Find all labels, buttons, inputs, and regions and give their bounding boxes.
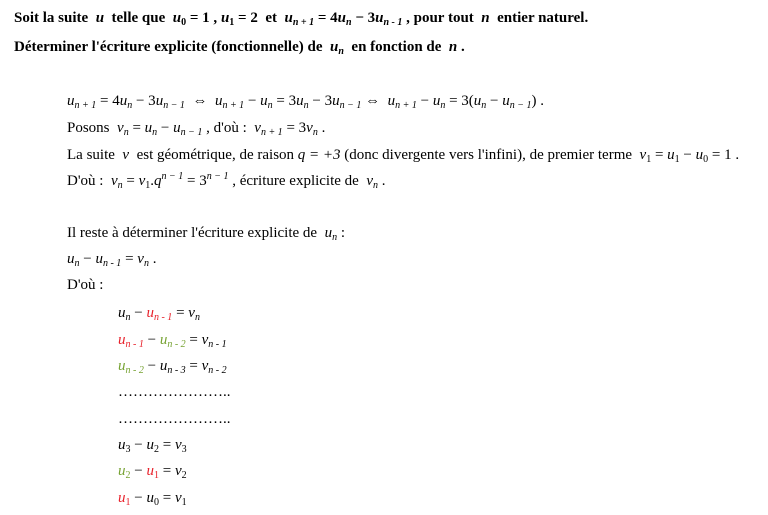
- difference-line: $u_n - u_{n - 1} = v_n$ .: [67, 251, 157, 269]
- dou-label: D'où :: [67, 277, 104, 293]
- telescope-row-4: $u_3 - u_2 = v_3$: [118, 437, 187, 455]
- question-line: Déterminer l'écriture explicite (fonctionnelle) de $u_n$ en fonction de n .: [14, 39, 465, 57]
- posons-line: Posons $v_n = u_n - u_{n - 1}$ , d'où : $v_{n + 1} = 3v_n$ .: [67, 120, 326, 138]
- telescope-row-5: $u_2 - u_1 = v_2$: [118, 463, 187, 481]
- dots-row-1: …………………..: [118, 384, 231, 400]
- geometric-line: La suite v est géométrique, de raison q = +3 (donc divergente vers l'infini), de premier terme $v_1 = u_1 - u_0 = 1$ .: [67, 147, 740, 165]
- explicit-vn-line: D'où : $v_n = v_1.q^{n - 1} = 3^{n - 1}$ , écriture explicite de $v_n$ .: [67, 171, 386, 191]
- telescope-row-3: $u_{n - 2} - u_{n - 3} = v_{n - 2}$: [118, 358, 227, 376]
- statement-line: Soit la suite u telle que $u_0 = 1$ , $u_1 = 2$ et $u_{n + 1} = 4u_n - 3u_{n - 1}$ , pour tout n entier naturel.: [14, 10, 589, 28]
- dots-row-2: …………………..: [118, 411, 231, 427]
- telescope-row-1: $u_n - u_{n - 1} = v_n$: [118, 305, 200, 323]
- telescope-row-6: $u_1 - u_0 = v_1$: [118, 490, 187, 508]
- telescope-row-2: $u_{n - 1} - u_{n - 2} = v_{n - 1}$: [118, 332, 227, 350]
- equivalence-line: $u_{n + 1} = 4u_n - 3u_{n - 1}$ ⇔ $u_{n + 1} - u_n = 3u_n - 3u_{n - 1}$ ⇔ $u_{n + 1} - u_n = 3(u_n - u_{n - 1})$ .: [67, 93, 544, 111]
- il-reste-line: Il reste à déterminer l'écriture explicite de $u_n$ :: [67, 225, 345, 243]
